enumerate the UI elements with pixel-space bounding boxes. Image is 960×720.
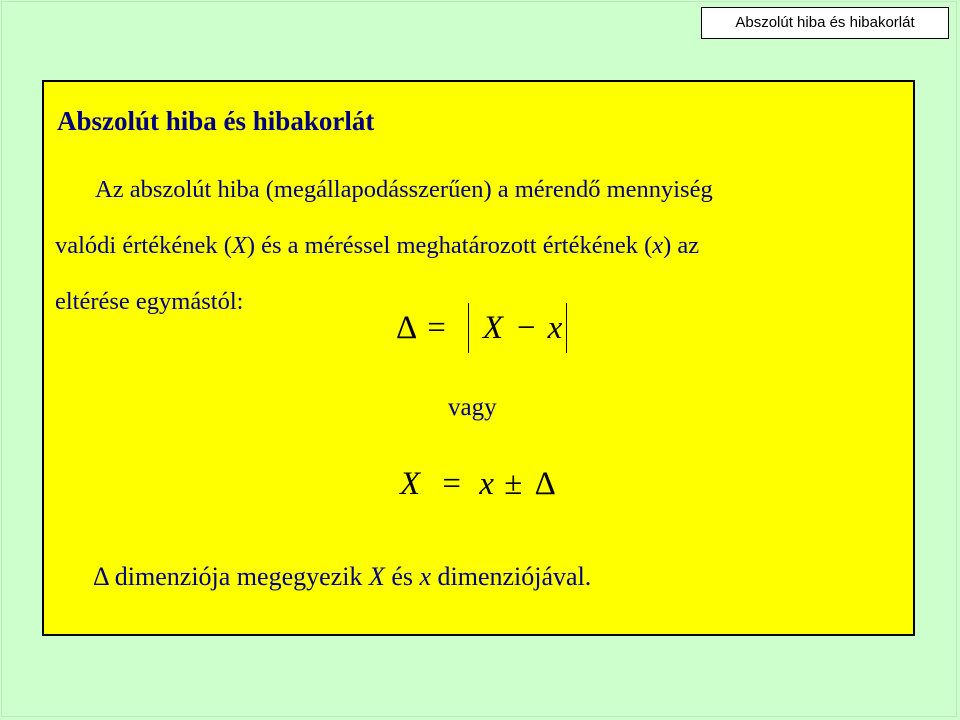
paragraph-text: ) az bbox=[663, 232, 700, 259]
delta-symbol: Δ bbox=[93, 562, 109, 591]
note-text: és bbox=[384, 562, 420, 591]
content-panel bbox=[42, 80, 915, 636]
var-x: x bbox=[547, 309, 563, 346]
var-x: x bbox=[479, 466, 494, 502]
var-X: X bbox=[482, 309, 504, 346]
var-X: X bbox=[231, 232, 247, 259]
paragraph-line-1: Az abszolút hiba (megállapodásszerűen) a mérendő mennyiség bbox=[95, 176, 713, 203]
or-word: vagy bbox=[448, 394, 497, 421]
plus-minus-sign: ± bbox=[504, 466, 523, 502]
var-X: X bbox=[368, 562, 385, 591]
note-text: dimenziójával. bbox=[431, 562, 592, 591]
dimension-note bbox=[93, 562, 591, 592]
minus-sign: − bbox=[517, 309, 536, 346]
absolute-value bbox=[468, 303, 567, 353]
formula-absolute-error bbox=[396, 302, 567, 354]
equals-sign: = bbox=[427, 309, 446, 346]
var-X: X bbox=[400, 466, 421, 502]
paragraph-text: ) és a méréssel meghatározott értékének ( bbox=[246, 232, 653, 259]
var-x: x bbox=[652, 232, 664, 259]
note-text: dimenziója megegyezik bbox=[108, 562, 369, 591]
paragraph-text: valódi értékének ( bbox=[55, 232, 232, 259]
formula-true-value bbox=[400, 466, 556, 503]
delta-symbol: Δ bbox=[396, 309, 418, 346]
slide-title-label: Abszolút hiba és hibakorlát bbox=[701, 7, 949, 39]
equals-sign: = bbox=[442, 466, 462, 502]
heading: Abszolút hiba és hibakorlát bbox=[57, 106, 375, 136]
delta-symbol: Δ bbox=[534, 466, 556, 502]
paragraph-line-3: eltérése egymástól: bbox=[55, 288, 244, 315]
paragraph-line-2 bbox=[55, 218, 905, 274]
var-x: x bbox=[419, 562, 432, 591]
